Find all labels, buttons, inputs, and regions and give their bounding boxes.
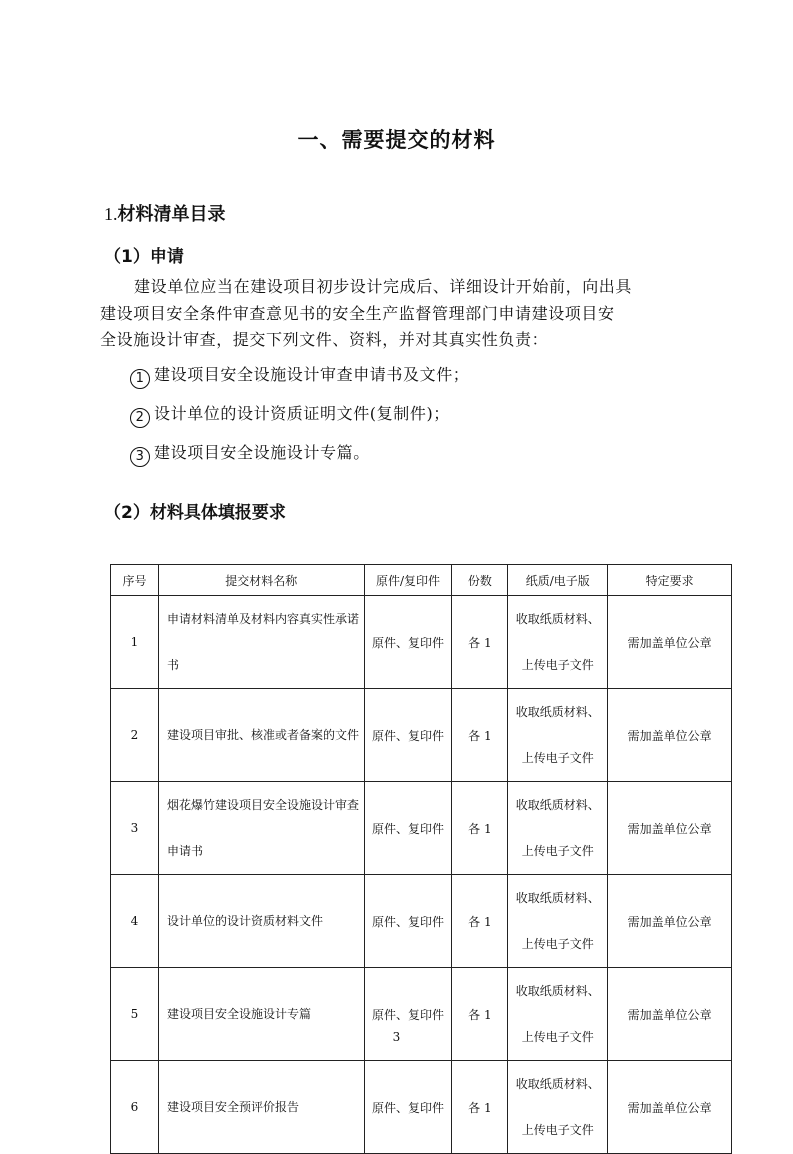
table-row: [111, 689, 732, 782]
list-item-text: 建设项目安全设施设计审查申请书及文件；: [154, 365, 470, 384]
special-requirement: 需加盖单位公章: [608, 968, 732, 1061]
copy-type: 原件、复印件: [364, 596, 452, 689]
row-number: 1: [111, 596, 159, 689]
material-name: 烟花爆竹建设项目安全设施设计审查 申请书: [158, 782, 364, 875]
page-number: 3: [392, 1030, 401, 1044]
copy-type: 原件、复印件: [364, 1061, 452, 1154]
section-heading: [104, 200, 226, 226]
section-number: 1.: [104, 204, 118, 224]
list-item-text: 设计单位的设计资质证明文件(复制件)；: [154, 404, 450, 423]
header-cell: 提交材料名称: [158, 565, 364, 596]
copy-type: 原件、复印件: [364, 875, 452, 968]
paragraph-line: 建设单位应当在建设项目初步设计完成后、详细设计开始前，向出具: [134, 277, 633, 296]
row-number: 2: [111, 689, 159, 782]
row-number: 6: [111, 1061, 159, 1154]
special-requirement: 需加盖单位公章: [608, 596, 732, 689]
paper-electronic: 收取纸质材料、 上传电子文件: [508, 689, 608, 782]
list-item: [130, 362, 469, 389]
page-title: 一、需要提交的材料: [297, 128, 496, 152]
copy-count: 各 1: [452, 782, 508, 875]
copy-count: 各 1: [452, 596, 508, 689]
apply-paragraph: [100, 274, 700, 354]
row-number: 5: [111, 968, 159, 1061]
table-row: [111, 968, 732, 1061]
requirements-table: [110, 564, 732, 1154]
list-item: [130, 401, 450, 428]
material-name: 申请材料清单及材料内容真实性承诺 书: [158, 596, 364, 689]
paragraph-line: 建设项目安全条件审查意见书的安全生产监督管理部门申请建设项目安: [100, 303, 615, 323]
table-row: [111, 1061, 732, 1154]
header-cell: 份数: [452, 565, 508, 596]
paper-electronic: 收取纸质材料、 上传电子文件: [508, 968, 608, 1061]
paper-electronic: 收取纸质材料、 上传电子文件: [508, 875, 608, 968]
table-row: [111, 596, 732, 689]
table-row: [111, 875, 732, 968]
paper-electronic: 收取纸质材料、 上传电子文件: [508, 596, 608, 689]
copy-type: 原件、复印件: [364, 968, 452, 1061]
header-cell: 原件/复印件: [364, 565, 452, 596]
header-cell: 纸质/电子版: [508, 565, 608, 596]
copy-count: 各 1: [452, 689, 508, 782]
special-requirement: 需加盖单位公章: [608, 1061, 732, 1154]
circled-number: 2: [130, 408, 150, 428]
copy-type: 原件、复印件: [364, 782, 452, 875]
material-name: 设计单位的设计资质材料文件: [158, 875, 364, 968]
copy-count: 各 1: [452, 1061, 508, 1154]
table-header-row: [111, 565, 732, 596]
section-label: 材料清单目录: [117, 204, 226, 225]
special-requirement: 需加盖单位公章: [608, 875, 732, 968]
table-row: [111, 782, 732, 875]
list-item-text: 建设项目安全设施设计专篇。: [154, 443, 370, 462]
copy-count: 各 1: [452, 968, 508, 1061]
row-number: 4: [111, 875, 159, 968]
paper-electronic: 收取纸质材料、 上传电子文件: [508, 782, 608, 875]
apply-heading: （1）申请: [104, 247, 184, 267]
paragraph-line: 全设施设计审查，提交下列文件、资料，并对其真实性负责：: [100, 330, 549, 349]
row-number: 3: [111, 782, 159, 875]
special-requirement: 需加盖单位公章: [608, 689, 732, 782]
copy-type: 原件、复印件: [364, 689, 452, 782]
header-cell: 特定要求: [608, 565, 732, 596]
material-name: 建设项目安全设施设计专篇: [158, 968, 364, 1061]
list-item: [130, 440, 370, 467]
copy-count: 各 1: [452, 875, 508, 968]
circled-number: 3: [130, 447, 150, 467]
material-name: 建设项目安全预评价报告: [158, 1061, 364, 1154]
header-cell: 序号: [111, 565, 159, 596]
circled-number: 1: [130, 369, 150, 389]
requirements-heading: （2）材料具体填报要求: [104, 503, 286, 523]
paper-electronic: 收取纸质材料、 上传电子文件: [508, 1061, 608, 1154]
special-requirement: 需加盖单位公章: [608, 782, 732, 875]
material-name: 建设项目审批、核准或者备案的文件: [158, 689, 364, 782]
